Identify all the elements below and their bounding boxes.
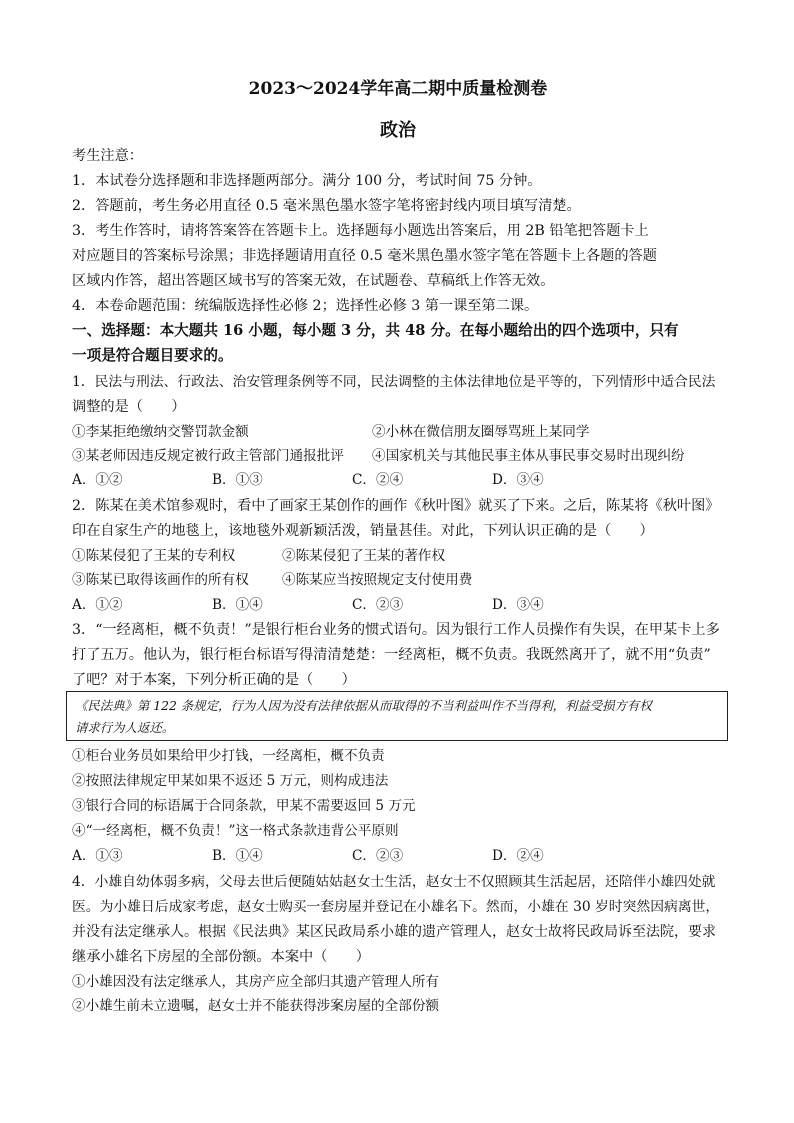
statement: ④陈某应当按照规定支付使用费 [282, 572, 473, 588]
statement: ④国家机关与其他民事主体从事民事交易时出现纠纷 [372, 448, 685, 464]
statement: ②小雄生前未立遗嘱，赵女士并不能获得涉案房屋的全部份额 [72, 998, 440, 1014]
exam-subject: 政治 [380, 120, 416, 141]
material-text: 请求行为人返还。 [75, 720, 175, 735]
statement: ③银行合同的标语属于合同条款，甲某不需要返回 5 万元 [72, 798, 416, 814]
choice-a: A．①② [72, 472, 123, 488]
question-4-stem: 继承小雄名下房屋的全部份额。本案中（ ） [72, 949, 370, 965]
statement: ①柜台业务员如果给甲少打钱，一经离柜，概不负责 [72, 748, 385, 764]
question-4-stem: 4．小雄自幼体弱多病，父母去世后便随姑姑赵女士生活，赵女士不仅照顾其生活起居，还陪伴小雄四处就 [72, 874, 716, 890]
statement: ④“一经离柜，概不负责！”这一格式条款违背公平原则 [72, 823, 399, 839]
statement: ②小林在微信朋友圈辱骂班上某同学 [372, 424, 590, 440]
choice-d: D．③④ [492, 597, 544, 613]
notice-item: 1．本试卷分选择题和非选择题两部分。满分 100 分，考试时间 75 分钟。 [72, 173, 542, 189]
choice-c: C．②③ [352, 597, 404, 613]
choice-c: C．②④ [352, 472, 404, 488]
exam-title: 2023～2024学年高二期中质量检测卷 [248, 79, 548, 99]
notice-item: 2．答题前，考生务必用直径 0.5 毫米黑色墨水签字笔将密封线内项目填写清楚。 [72, 198, 581, 214]
section-heading: 一、选择题：本大题共 16 小题，每小题 3 分，共 48 分。在每小题给出的四个选项中，只有 [72, 322, 679, 339]
question-1-stem: 调整的是（ ） [72, 399, 186, 415]
statement: ①陈某侵犯了王某的专利权 [72, 548, 236, 564]
question-3-stem: 打了五万。他认为，银行柜台标语写得清清楚楚：一经离柜，概不负责。我既然离开了，就不用“负责” [72, 647, 711, 663]
choice-c: C．②③ [352, 848, 404, 864]
section-heading: 一项是符合题目要求的。 [72, 347, 233, 364]
material-text: 《民法典》第 122 条规定，行为人因为没有法律依据从而取得的不当利益叫作不当得利，利益受损方有权 [75, 698, 652, 713]
notice-item: 区域内作答，超出答题区域书写的答案无效，在试题卷、草稿纸上作答无效。 [72, 273, 555, 289]
choice-b: B．①③ [212, 472, 263, 488]
notice-heading: 考生注意： [72, 148, 143, 164]
statement: ①小雄因没有法定继承人，其房产应全部归其遗产管理人所有 [72, 974, 440, 990]
statement: ①李某拒绝缴纳交警罚款金额 [72, 424, 249, 440]
statement: ③陈某已取得该画作的所有权 [72, 572, 249, 588]
question-2-stem: 2．陈某在美术馆参观时，看中了画家王某创作的画作《秋叶图》就买了下来。之后，陈某将《秋叶图》 [72, 498, 720, 514]
statement: ③某老师因违反规定被行政主管部门通报批评 [72, 448, 344, 464]
statement: ②按照法律规定甲某如果不返还 5 万元，则构成违法 [72, 773, 389, 789]
choice-b: B．①④ [212, 597, 263, 613]
choice-a: A．①② [72, 597, 123, 613]
choice-a: A．①③ [72, 848, 123, 864]
question-4-stem: 并没有法定继承人。根据《民法典》某区民政局系小雄的遗产管理人，赵女士故将民政局诉至法院，要求 [72, 924, 716, 940]
question-4-stem: 医。为小雄日后成家考虑，赵女士购买一套房屋并登记在小雄名下。然而，小雄在 30 岁时突然因病离世， [72, 899, 720, 915]
statement: ②陈某侵犯了王某的著作权 [282, 548, 446, 564]
question-3-stem: 了吧？对于本案，下列分析正确的是（ ） [72, 672, 356, 688]
notice-item: 对应题目的答案标号涂黑；非选择题请用直径 0.5 毫米黑色墨水签字笔在答题卡上各题的答题 [72, 248, 657, 264]
question-3-stem: 3．“一经离柜，概不负责！”是银行柜台业务的惯式语句。因为银行工作人员操作有失误，在甲某卡上多 [72, 622, 720, 638]
question-1-stem: 1．民法与刑法、行政法、治安管理条例等不同，民法调整的主体法律地位是平等的，下列情形中适合民法 [72, 374, 716, 390]
question-2-stem: 印在自家生产的地毯上，该地毯外观新颖活泼，销量甚佳。对此，下列认识正确的是（ ） [72, 523, 654, 539]
choice-d: D．③④ [492, 472, 544, 488]
material-box [66, 691, 728, 741]
notice-item: 3．考生作答时，请将答案答在答题卡上。选择题每小题选出答案后，用 2B 铅笔把答题卡上 [72, 223, 649, 239]
choice-d: D．②④ [492, 848, 544, 864]
choice-b: B．①④ [212, 848, 263, 864]
notice-item: 4．本卷命题范围：统编版选择性必修 2；选择性必修 3 第一课至第二课。 [72, 298, 539, 314]
